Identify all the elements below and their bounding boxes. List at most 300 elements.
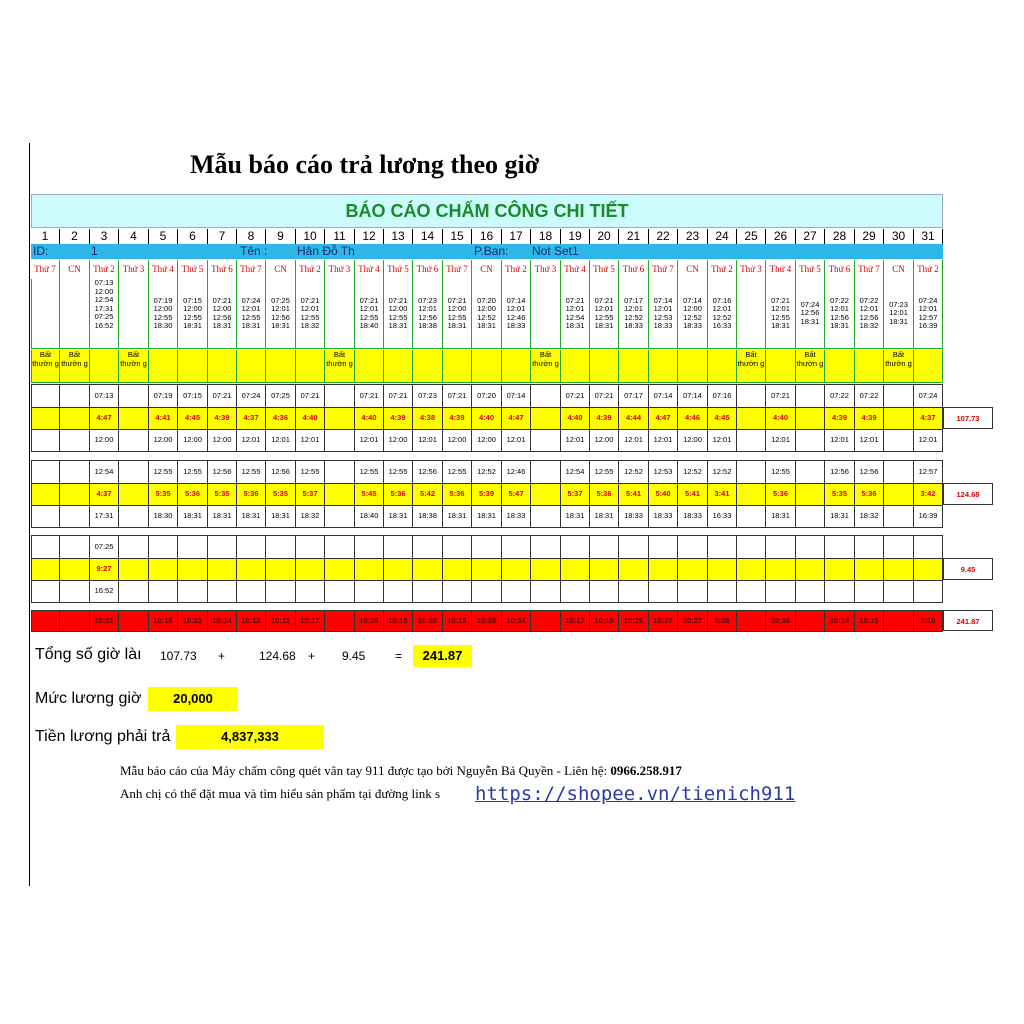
weekday-cell: Thứ 2 xyxy=(708,260,737,279)
shift3-out-row-cell xyxy=(678,580,708,602)
flag-cell: Bất thườn g xyxy=(31,350,60,383)
shift3-out-row-cell xyxy=(766,580,796,602)
punch-time: 12:55 xyxy=(771,312,790,322)
punch-time: 16:39 xyxy=(918,321,938,330)
punch-time: 12:01 xyxy=(594,304,614,313)
daily-total-row-cell: 10:14 xyxy=(825,610,855,631)
shift2-hours-row-cell: 3:42 xyxy=(914,483,943,505)
weekday-cell: Thứ 2 xyxy=(502,260,531,279)
shift3-hours-row-cell xyxy=(443,558,472,580)
shift1-hours-row-cell: 4:40 xyxy=(355,407,384,429)
shift2-in-row-cell: 12:54 xyxy=(90,460,119,483)
shift1-out-row-cell xyxy=(325,429,355,451)
weekday-cell: Thứ 2 xyxy=(90,260,119,279)
punch-time: 12:00 xyxy=(683,304,702,313)
punch-time: 12:01 xyxy=(271,304,290,313)
shift1-in-row-cell: 07:14 xyxy=(502,384,531,407)
day-number: 3 xyxy=(90,229,119,244)
shift1-in-row-cell: 07:21 xyxy=(355,384,384,407)
shift2-hours-row-cell: 5:45 xyxy=(355,483,384,505)
daily-total-row-cell: 10:11 xyxy=(266,610,296,631)
shift3-in-row-cell xyxy=(60,535,90,558)
flag-cell xyxy=(266,350,296,383)
total-hours-result: 241.87 xyxy=(413,645,472,667)
punch-time: 07:14 xyxy=(506,295,526,305)
shift3-out-row-cell xyxy=(413,580,443,602)
punch-time: 18:31 xyxy=(565,321,585,330)
shift2-in-row-cell: 12:52 xyxy=(472,460,502,483)
flag-cell xyxy=(561,350,590,383)
report-banner-title: BÁO CÁO CHẤM CÔNG CHI TIẾT xyxy=(345,201,629,221)
shift1-in-row-cell: 07:21 xyxy=(208,384,237,407)
shift1-out-row-cell: 12:01 xyxy=(413,429,443,451)
shift2-hours-row-cell xyxy=(31,483,60,505)
punch-time: 18:31 xyxy=(477,321,496,330)
punch-time: 18:31 xyxy=(800,316,820,326)
weekday-cell: Thứ 4 xyxy=(561,260,590,279)
shift2-in-row-cell xyxy=(884,460,914,483)
shift2-hours-row-cell: 5:41 xyxy=(619,483,649,505)
shift3-in-row-cell xyxy=(884,535,914,558)
shift1-out-row-cell xyxy=(31,429,60,451)
shift2-hours-row-cell: 5:39 xyxy=(472,483,502,505)
shift3-hours-row-cell xyxy=(266,558,296,580)
shift3-out-row-cell xyxy=(384,580,413,602)
weekday-cell: Thứ 5 xyxy=(796,260,825,279)
shift3-hours-row-cell xyxy=(619,558,649,580)
shift1-hours-row-cell: 4:36 xyxy=(266,407,296,429)
shift3-in-row-cell xyxy=(208,535,237,558)
flag-cell xyxy=(413,350,443,383)
punch-time: 12:00 xyxy=(153,304,173,313)
shift2-in-row-cell xyxy=(325,460,355,483)
punch-time: 07:21 xyxy=(594,295,614,305)
day-number: 1 xyxy=(31,229,60,244)
daily-total-row-cell: 10:17 xyxy=(561,610,590,631)
name-label: Tên : xyxy=(240,244,268,258)
shift1-out-row-cell xyxy=(119,429,149,451)
row-total: 9.45 xyxy=(943,558,993,580)
punch-time: 12:01 xyxy=(653,304,673,313)
punch-time: 12:01 xyxy=(241,304,261,313)
day-number: 5 xyxy=(149,229,178,244)
day-number: 21 xyxy=(619,229,649,244)
punch-time: 07:21 xyxy=(212,295,232,305)
row-bottom-line xyxy=(31,631,943,632)
punch-time: 18:31 xyxy=(212,321,232,330)
shift3-in-row-cell xyxy=(178,535,208,558)
shift3-hours-row-cell xyxy=(531,558,561,580)
shift1-hours-row-cell: 4:45 xyxy=(178,407,208,429)
shift2-out-row-cell: 18:31 xyxy=(766,505,796,527)
flag-cell xyxy=(443,350,472,383)
daily-total-row-cell: 8:19 xyxy=(914,610,943,631)
punch-time: 07:15 xyxy=(183,295,202,305)
flag-cell xyxy=(855,350,884,383)
shift3-hours-row-cell xyxy=(708,558,737,580)
punch-time: 18:32 xyxy=(859,321,879,330)
shift3-out-row-cell xyxy=(590,580,619,602)
shift3-out-row-cell xyxy=(737,580,766,602)
day-number: 13 xyxy=(384,229,413,244)
day-number: 2 xyxy=(60,229,90,244)
shift2-out-row-cell: 18:30 xyxy=(149,505,178,527)
shift1-in-row-cell xyxy=(60,384,90,407)
shift2-hours-row-cell: 5:36 xyxy=(237,483,266,505)
punch-time: 07:19 xyxy=(153,295,173,305)
punch-time: 12:01 xyxy=(300,304,320,313)
punch-time: 18:31 xyxy=(830,321,849,330)
shift1-in-row-cell: 07:20 xyxy=(472,384,502,407)
punch-cell xyxy=(766,279,796,349)
day-number: 14 xyxy=(413,229,443,244)
shift2-in-row-cell: 12:56 xyxy=(413,460,443,483)
pay-label: Tiền lương phải trả xyxy=(35,728,171,745)
daily-total-row-cell: 10:15 xyxy=(443,610,472,631)
weekday-cell: Thứ 3 xyxy=(737,260,766,279)
flag-cell xyxy=(502,350,531,383)
shift1-out-row-cell: 12:01 xyxy=(766,429,796,451)
shift3-hours-row-cell xyxy=(766,558,796,580)
shopee-link[interactable]: https://shopee.vn/tienich911 xyxy=(475,783,796,805)
shift3-in-row-cell xyxy=(266,535,296,558)
shift1-out-row-cell: 12:01 xyxy=(855,429,884,451)
daily-total-row-cell xyxy=(325,610,355,631)
weekday-cell: Thứ 4 xyxy=(355,260,384,279)
shift1-in-row-cell: 07:25 xyxy=(266,384,296,407)
row-total: 241.87 xyxy=(943,610,993,631)
shift2-out-row-cell xyxy=(737,505,766,527)
day-number: 15 xyxy=(443,229,472,244)
shift2-hours-row-cell: 5:37 xyxy=(296,483,325,505)
shift3-hours-row-cell xyxy=(413,558,443,580)
shift2-in-row-cell: 12:55 xyxy=(149,460,178,483)
flag-cell xyxy=(149,350,178,383)
flag-cell: Bất thườn g xyxy=(796,350,825,383)
shift1-out-row-cell xyxy=(531,429,561,451)
punch-time: 07:24 xyxy=(918,295,938,305)
shift2-out-row-cell: 18:33 xyxy=(649,505,678,527)
punch-cell xyxy=(590,279,619,349)
daily-total-row-cell xyxy=(531,610,561,631)
day-number: 16 xyxy=(472,229,502,244)
shift2-hours-row-cell: 5:42 xyxy=(413,483,443,505)
punch-time: 07:16 xyxy=(712,295,732,305)
shift3-out-row-cell xyxy=(561,580,590,602)
shift2-out-row-cell xyxy=(796,505,825,527)
shift1-hours-row-cell: 4:47 xyxy=(90,407,119,429)
weekday-cell: Thứ 2 xyxy=(296,260,325,279)
shift3-out-row-cell xyxy=(825,580,855,602)
shift2-in-row-cell: 12:53 xyxy=(649,460,678,483)
shift2-out-row-cell: 18:31 xyxy=(208,505,237,527)
daily-total-row-cell: 10:27 xyxy=(649,610,678,631)
weekday-cell: Thứ 2 xyxy=(914,260,943,279)
shift2-out-row-cell: 18:31 xyxy=(590,505,619,527)
day-number: 26 xyxy=(766,229,796,244)
shift2-out-row-cell: 18:33 xyxy=(619,505,649,527)
shift1-hours-row-cell xyxy=(31,407,60,429)
shift3-hours-row-cell xyxy=(355,558,384,580)
shift3-out-row-cell xyxy=(325,580,355,602)
shift1-in-row-cell xyxy=(531,384,561,407)
daily-total-row-cell: 10:34 xyxy=(502,610,531,631)
flag-cell xyxy=(708,350,737,383)
shift3-hours-row-cell xyxy=(825,558,855,580)
punch-time: 12:52 xyxy=(683,312,702,322)
footer-credit: Mẫu báo cáo của Máy chấm công quét vân tay 911 được tạo bởi Nguyễn Bá Quyền - Liên hệ: xyxy=(120,763,611,778)
shift3-hours-row-cell xyxy=(325,558,355,580)
punch-time: 12:01 xyxy=(859,304,879,313)
weekday-cell: CN xyxy=(884,260,914,279)
daily-total-row-cell: 10:27 xyxy=(678,610,708,631)
weekday-cell: Thứ 6 xyxy=(825,260,855,279)
shift2-hours-row-cell: 5:36 xyxy=(855,483,884,505)
daily-total-row-cell: 10:21 xyxy=(178,610,208,631)
shift1-out-row-cell: 12:01 xyxy=(619,429,649,451)
weekday-cell: Thứ 6 xyxy=(413,260,443,279)
shift1-hours-row-cell: 4:46 xyxy=(678,407,708,429)
weekday-cell: CN xyxy=(60,260,90,279)
flag-cell: Bất thườn g xyxy=(531,350,561,383)
daily-total-row-cell: 10:16 xyxy=(766,610,796,631)
punch-time: 07:21 xyxy=(565,295,585,305)
punch-time: 07:23 xyxy=(889,299,908,309)
shift3-in-row-cell xyxy=(413,535,443,558)
shift3-hours-row-cell xyxy=(502,558,531,580)
punch-time: 12:52 xyxy=(624,312,643,322)
punch-cell xyxy=(325,279,355,349)
day-number: 22 xyxy=(649,229,678,244)
shift1-in-row-cell: 07:19 xyxy=(149,384,178,407)
shift3-out-row-cell: 16:52 xyxy=(90,580,119,602)
punch-time: 12:55 xyxy=(388,312,408,322)
row-bottom-line xyxy=(31,451,943,452)
punch-time: 12:01 xyxy=(712,304,732,313)
shift2-in-row-cell: 12:56 xyxy=(855,460,884,483)
weekday-cell: Thứ 7 xyxy=(31,260,60,279)
shift1-hours-row-cell: 4:40 xyxy=(766,407,796,429)
shift3-hours-row-cell xyxy=(914,558,943,580)
punch-time: 12:01 xyxy=(418,304,437,313)
punch-time: 12:46 xyxy=(506,312,526,322)
daily-total-row-cell xyxy=(884,610,914,631)
punch-time: 12:01 xyxy=(889,308,908,318)
shift3-hours-row-cell xyxy=(296,558,325,580)
shift3-out-row-cell xyxy=(502,580,531,602)
shift1-hours-row-cell: 4:39 xyxy=(384,407,413,429)
shift2-hours-row-cell xyxy=(119,483,149,505)
punch-time: 07:23 xyxy=(418,295,437,305)
punch-time: 18:31 xyxy=(889,316,908,326)
shift3-out-row-cell xyxy=(914,580,943,602)
punch-time: 12:56 xyxy=(859,312,879,322)
shift1-hours-row-cell xyxy=(325,407,355,429)
shift1-hours-row-cell: 4:47 xyxy=(502,407,531,429)
shift2-out-row-cell: 18:32 xyxy=(296,505,325,527)
punch-time: 12:56 xyxy=(800,308,820,318)
shift2-hours-row-cell: 5:36 xyxy=(766,483,796,505)
footer-line-2: Anh chị có thể đặt mua và tìm hiểu sản phẩm tại đường link s xyxy=(120,786,441,801)
shift2-in-row-cell: 12:52 xyxy=(678,460,708,483)
shift1-hours-row-cell: 4:40 xyxy=(561,407,590,429)
shift2-in-row-cell: 12:55 xyxy=(355,460,384,483)
flag-cell xyxy=(178,350,208,383)
shift3-in-row-cell xyxy=(384,535,413,558)
shift3-in-row-cell xyxy=(708,535,737,558)
shift1-out-row-cell: 12:00 xyxy=(178,429,208,451)
id-label: ID: xyxy=(33,244,49,258)
punch-time: 18:33 xyxy=(506,321,526,330)
punch-time: 16:33 xyxy=(712,321,732,330)
shift1-out-row-cell: 12:01 xyxy=(266,429,296,451)
punch-time: 18:30 xyxy=(153,321,173,330)
shift3-in-row-cell xyxy=(119,535,149,558)
punch-cell xyxy=(678,279,708,349)
daily-total-row-cell: 10:17 xyxy=(296,610,325,631)
punch-time: 12:01 xyxy=(830,304,849,313)
punch-time: 18:32 xyxy=(300,321,320,330)
shift1-hours-row-cell: 4:39 xyxy=(590,407,619,429)
day-number: 27 xyxy=(796,229,825,244)
shift2-hours-row-cell xyxy=(737,483,766,505)
weekday-cell: Thứ 5 xyxy=(384,260,413,279)
punch-time: 12:01 xyxy=(565,304,585,313)
shift1-hours-row-cell: 4:39 xyxy=(208,407,237,429)
daily-total-row-cell: 10:19 xyxy=(472,610,502,631)
punch-cell xyxy=(119,279,149,349)
punch-time: 07:24 xyxy=(241,295,261,305)
shift1-out-row-cell: 12:01 xyxy=(237,429,266,451)
flag-cell xyxy=(208,350,237,383)
shift1-out-row-cell: 12:01 xyxy=(649,429,678,451)
day-number: 12 xyxy=(355,229,384,244)
punch-time: 07:21 xyxy=(359,295,379,305)
shift3-hours-row-cell xyxy=(855,558,884,580)
punch-cell xyxy=(914,279,943,349)
weekday-cell: Thứ 6 xyxy=(619,260,649,279)
weekday-cell: Thứ 7 xyxy=(649,260,678,279)
punch-cell xyxy=(737,279,766,349)
punch-time: 12:01 xyxy=(624,304,643,313)
punch-time: 07:24 xyxy=(800,299,820,309)
daily-total-row-cell: 10:13 xyxy=(237,610,266,631)
shift1-out-row-cell: 12:00 xyxy=(384,429,413,451)
flag-cell xyxy=(237,350,266,383)
day-number: 10 xyxy=(296,229,325,244)
shift1-hours-row-cell: 4:39 xyxy=(443,407,472,429)
shift3-in-row-cell xyxy=(531,535,561,558)
shift1-hours-row-cell: 4:39 xyxy=(825,407,855,429)
footer-line-1 xyxy=(120,763,682,779)
punch-cell xyxy=(855,279,884,349)
employee-info-row xyxy=(31,244,943,259)
shift3-out-row-cell xyxy=(266,580,296,602)
shift3-hours-row-cell: 9:27 xyxy=(90,558,119,580)
weekday-cell: Thứ 7 xyxy=(443,260,472,279)
name-value: Hân Đỗ Th xyxy=(297,244,355,258)
shift3-hours-row-cell xyxy=(649,558,678,580)
punch-cell xyxy=(90,279,119,349)
weekday-cell: CN xyxy=(266,260,296,279)
shift1-in-row-cell: 07:24 xyxy=(237,384,266,407)
shift1-out-row-cell: 12:00 xyxy=(443,429,472,451)
shift1-hours-row-cell: 4:37 xyxy=(914,407,943,429)
shift1-hours-row-cell xyxy=(531,407,561,429)
flag-cell xyxy=(384,350,413,383)
shift2-in-row-cell xyxy=(796,460,825,483)
punch-cell xyxy=(884,279,914,349)
shift1-hours-row-cell: 4:40 xyxy=(472,407,502,429)
shift3-hours-row-cell xyxy=(237,558,266,580)
day-number: 6 xyxy=(178,229,208,244)
punch-time: 07:22 xyxy=(859,295,879,305)
punch-cell xyxy=(384,279,413,349)
shift1-in-row-cell: 07:23 xyxy=(413,384,443,407)
flag-cell xyxy=(90,350,119,383)
total-hours-c: 9.45 xyxy=(342,649,366,663)
punch-cell xyxy=(237,279,266,349)
shift1-out-row-cell: 12:00 xyxy=(590,429,619,451)
shift3-in-row-cell: 07:25 xyxy=(90,535,119,558)
punch-cell xyxy=(149,279,178,349)
daily-total-row-cell xyxy=(31,610,60,631)
shift1-out-row-cell: 12:00 xyxy=(149,429,178,451)
plus-sign-1: + xyxy=(218,649,226,663)
shift1-hours-row-cell xyxy=(796,407,825,429)
dept-value: Not Set1 xyxy=(532,244,579,258)
shift2-out-row-cell: 18:33 xyxy=(678,505,708,527)
day-number: 23 xyxy=(678,229,708,244)
punch-cell xyxy=(208,279,237,349)
punch-cell xyxy=(178,279,208,349)
punch-time: 07:20 xyxy=(477,295,496,305)
day-number-row xyxy=(31,229,943,244)
shift3-hours-row-cell xyxy=(31,558,60,580)
shift1-out-row-cell: 12:01 xyxy=(561,429,590,451)
flag-cell xyxy=(649,350,678,383)
shift3-hours-row-cell xyxy=(119,558,149,580)
shift2-in-row-cell: 12:56 xyxy=(208,460,237,483)
punch-cell xyxy=(502,279,531,349)
punch-time: 12:00 xyxy=(477,304,496,313)
punch-cell xyxy=(708,279,737,349)
shift2-hours-row-cell xyxy=(325,483,355,505)
punch-time: 12:55 xyxy=(594,312,614,322)
shift1-in-row-cell: 07:21 xyxy=(443,384,472,407)
day-number: 7 xyxy=(208,229,237,244)
day-number: 8 xyxy=(237,229,266,244)
shift2-out-row-cell: 18:31 xyxy=(443,505,472,527)
footer-phone: 0966.258.917 xyxy=(610,763,682,778)
punch-time: 12:57 xyxy=(918,312,938,322)
punch-time: 12:00 xyxy=(183,304,202,313)
shift2-out-row-cell: 17:31 xyxy=(90,505,119,527)
punch-time: 12:55 xyxy=(241,312,261,322)
weekday-cell: Thứ 3 xyxy=(531,260,561,279)
shift3-out-row-cell xyxy=(296,580,325,602)
shift3-in-row-cell xyxy=(825,535,855,558)
shift1-in-row-cell: 07:24 xyxy=(914,384,943,407)
dept-label: P.Ban: xyxy=(474,244,509,258)
shift2-out-row-cell: 18:33 xyxy=(502,505,531,527)
shift2-in-row-cell: 12:46 xyxy=(502,460,531,483)
punch-time: 12:01 xyxy=(506,304,526,313)
shift2-in-row-cell: 12:54 xyxy=(561,460,590,483)
shift3-in-row-cell xyxy=(149,535,178,558)
shift2-out-row-cell: 18:38 xyxy=(413,505,443,527)
punch-time: 12:55 xyxy=(183,312,202,322)
